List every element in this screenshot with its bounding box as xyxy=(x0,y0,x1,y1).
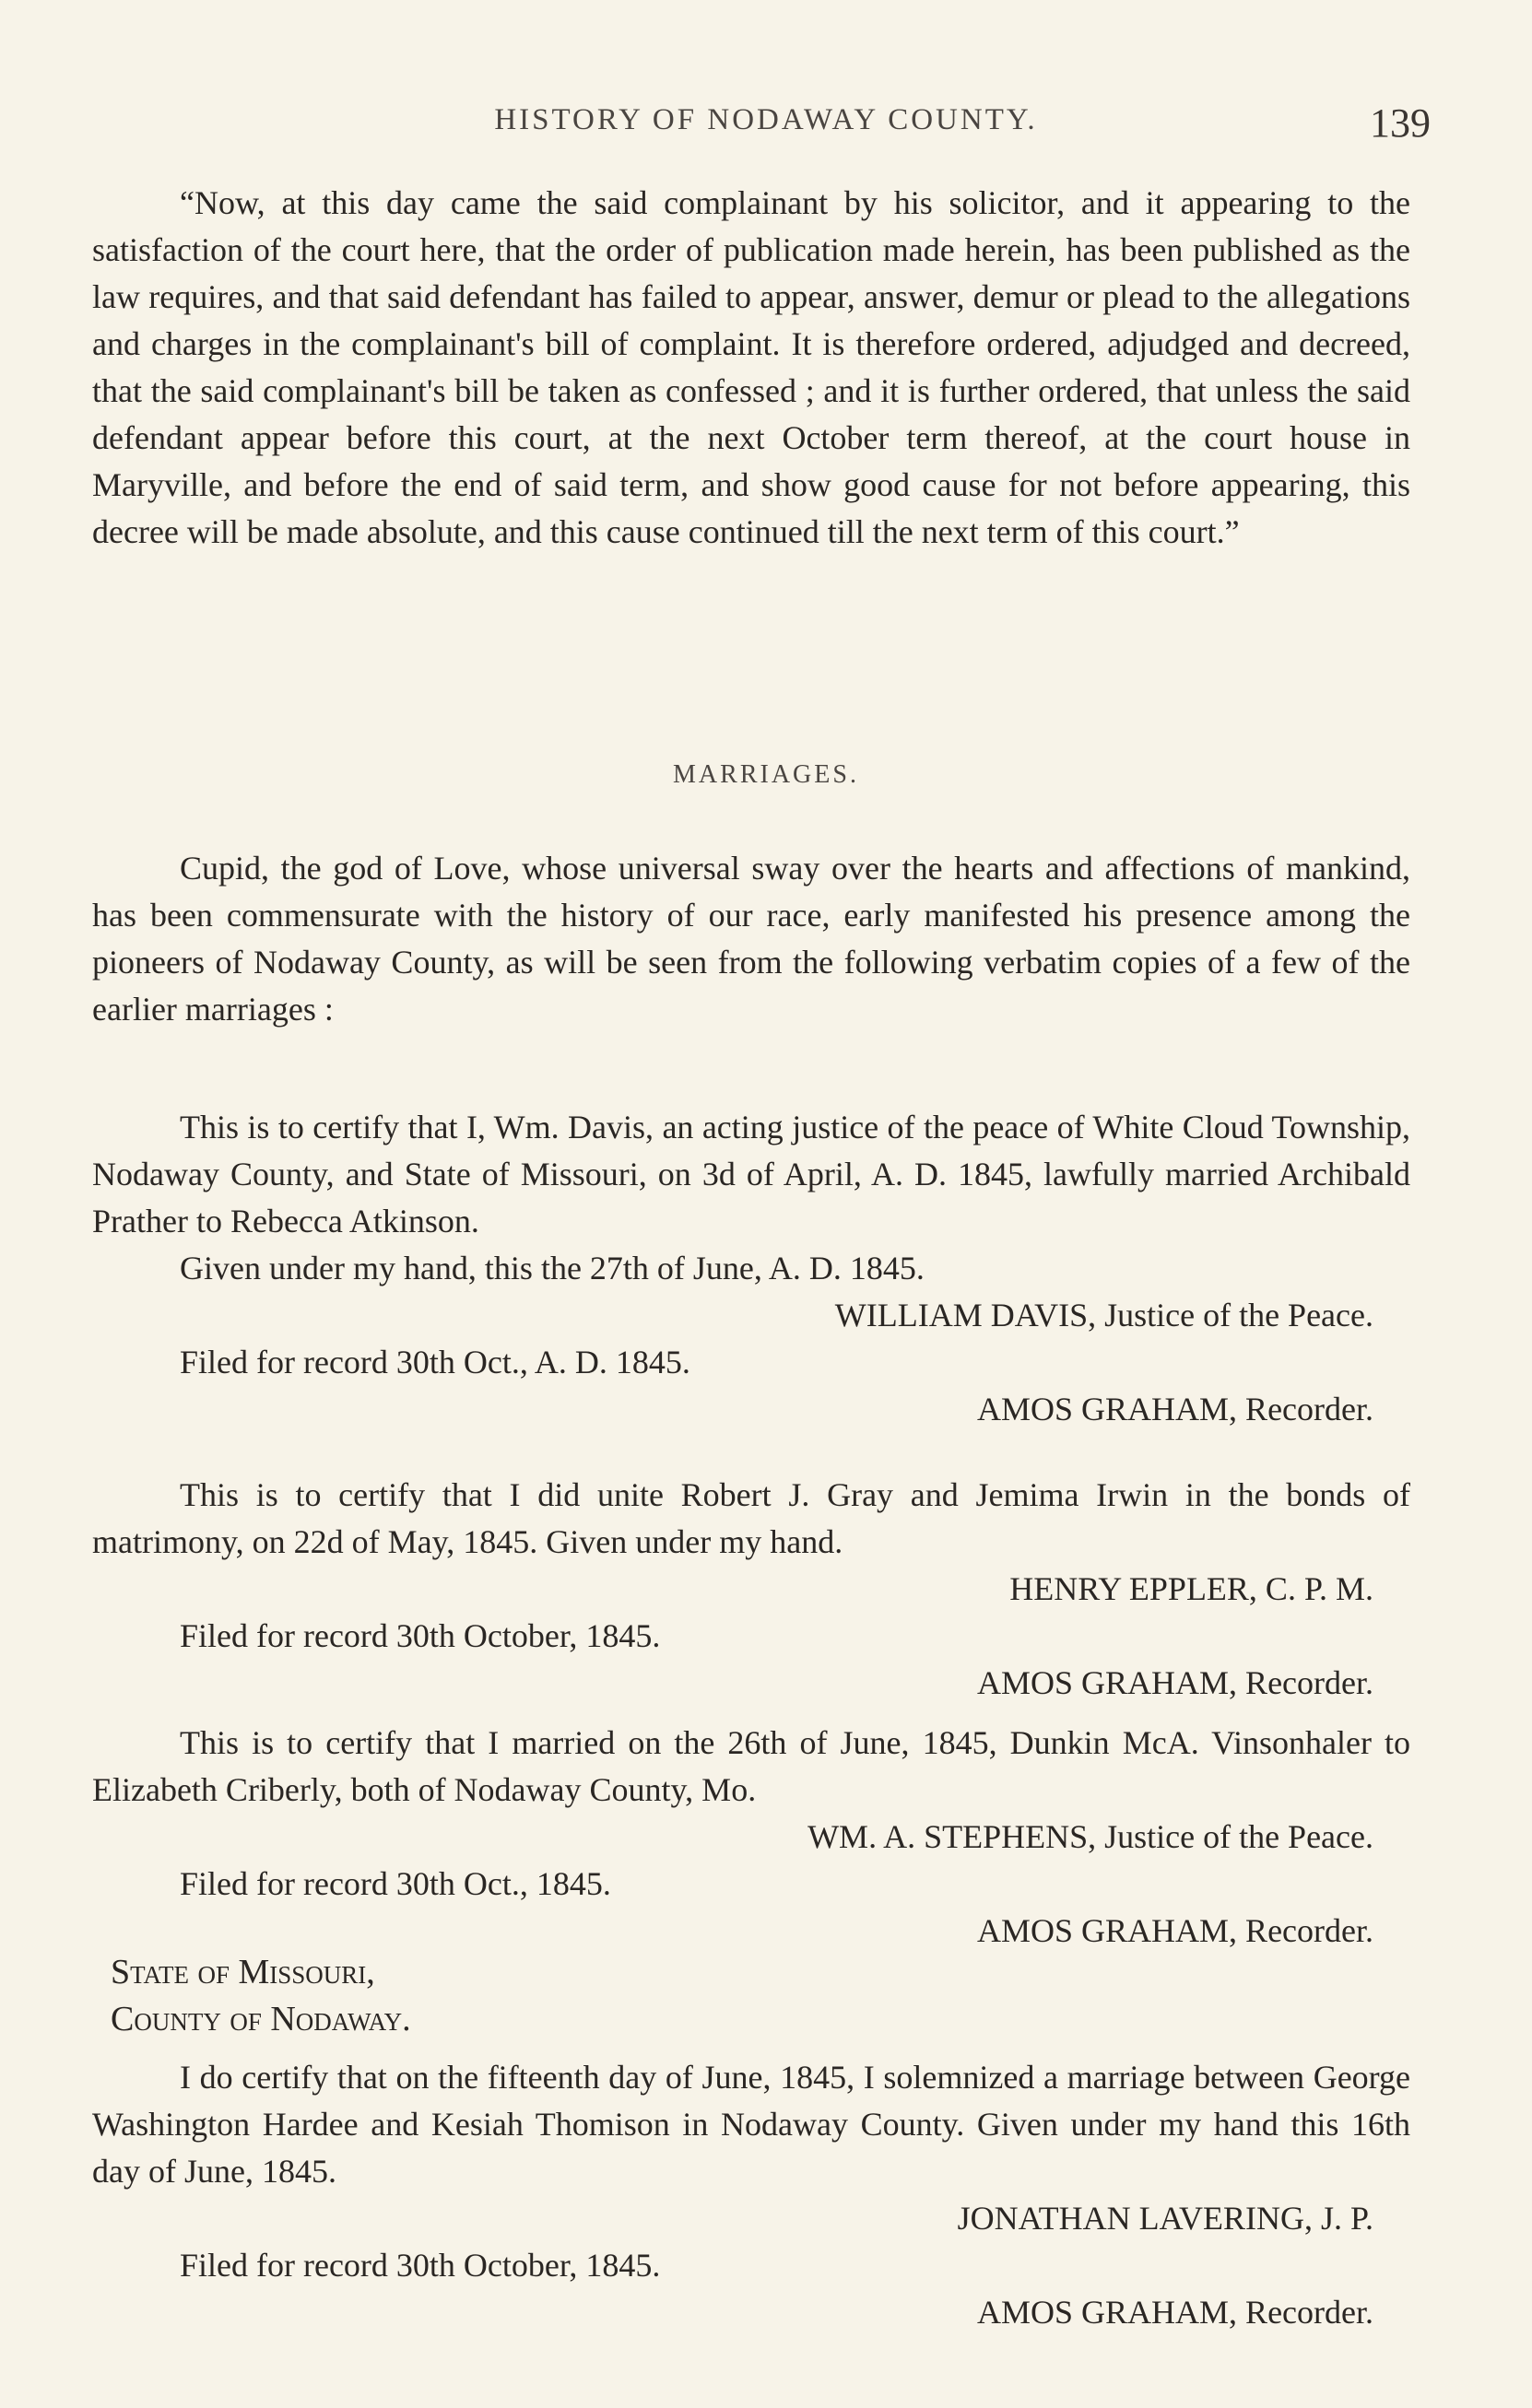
record-text: I do certify that on the fifteenth day of June, 1845, I solemnized a marriage between George Washington Hardee and Kesiah Thomison in Nodaway County. Given under my hand this 16th day of June, 1845. xyxy=(92,2059,1410,2190)
record-recorder: AMOS GRAHAM, Recorder. xyxy=(977,1664,1373,1701)
record-signer: JONATHAN LAVERING, J. P. xyxy=(957,2200,1373,2237)
record-text: This is to certify that I married on the 26th of June, 1845, Dunkin McA. Vinsonhaler to Elizabeth Criberly, both of Nodaway County, Mo. xyxy=(92,1724,1410,1808)
intro-text: Cupid, the god of Love, whose universal sway over the hearts and affections of mankind, has been commensurate with the history of our race, early manifested his presence among the pioneers of Nodaway County, as will be seen from the following verbatim copies of a few of the earlier marriages : xyxy=(92,850,1410,1028)
record-given-line: Given under my hand, this the 27th of June, A. D. 1845. xyxy=(180,1250,925,1286)
running-head: HISTORY OF NODAWAY COUNTY. xyxy=(494,103,1038,136)
record-filed: Filed for record 30th October, 1845. xyxy=(180,1617,661,1654)
marriage-record xyxy=(92,1949,1410,2336)
page-header xyxy=(0,100,1532,155)
decree-text: “Now, at this day came the said complainant by his solicitor, and it appearing to the satisfaction of the court here, that the order of publication made herein, has been published as the law requires, and that said defendant has failed to appear, answer, demur or plead to the allegations and charges in the complainant's bill of complaint. It is therefore ordered, adjudged and decreed, that the said complainant's bill be taken as confessed ; and it is further ordered, that unless the said defendant appear before this court, at the next October term thereof, at the court house in Maryville, and before the end of said term, and show good cause for not before appearing, this decree will be made absolute, and this cause continued till the next term of this court.” xyxy=(92,184,1410,550)
section-heading: MARRIAGES. xyxy=(673,760,859,789)
record-recorder: AMOS GRAHAM, Recorder. xyxy=(977,1391,1373,1427)
venue-line xyxy=(92,1949,1410,1996)
marriage-record xyxy=(92,1472,1410,1707)
venue-state: State of Missouri, xyxy=(111,1953,375,1991)
venue-line xyxy=(92,1996,1410,2043)
record-filed: Filed for record 30th Oct., A. D. 1845. xyxy=(180,1344,690,1380)
marriage-record xyxy=(92,1720,1410,1955)
record-text: This is to certify that I, Wm. Davis, an acting justice of the peace of White Cloud Township, Nodaway County, and State of Missouri, on 3d of April, A. D. 1845, lawfully married Archibald Prather to Rebecca Atkinson. xyxy=(92,1109,1410,1239)
intro-paragraph xyxy=(92,845,1410,1033)
record-recorder: AMOS GRAHAM, Recorder. xyxy=(977,1912,1373,1949)
record-signer: WM. A. STEPHENS, Justice of the Peace. xyxy=(807,1818,1373,1855)
page-number: 139 xyxy=(1370,100,1431,146)
record-filed: Filed for record 30th Oct., 1845. xyxy=(180,1865,611,1902)
record-recorder: AMOS GRAHAM, Recorder. xyxy=(977,2294,1373,2331)
record-signer: WILLIAM DAVIS, Justice of the Peace. xyxy=(834,1297,1373,1333)
record-text: This is to certify that I did unite Robert J. Gray and Jemima Irwin in the bonds of matrimony, on 22d of May, 1845. Given under my hand. xyxy=(92,1476,1410,1560)
marriage-record xyxy=(92,1104,1410,1433)
decree-paragraph xyxy=(92,180,1410,556)
record-filed: Filed for record 30th October, 1845. xyxy=(180,2247,661,2284)
venue-county: County of Nodaway. xyxy=(111,2000,411,2038)
record-signer: HENRY EPPLER, C. P. M. xyxy=(1009,1570,1373,1607)
